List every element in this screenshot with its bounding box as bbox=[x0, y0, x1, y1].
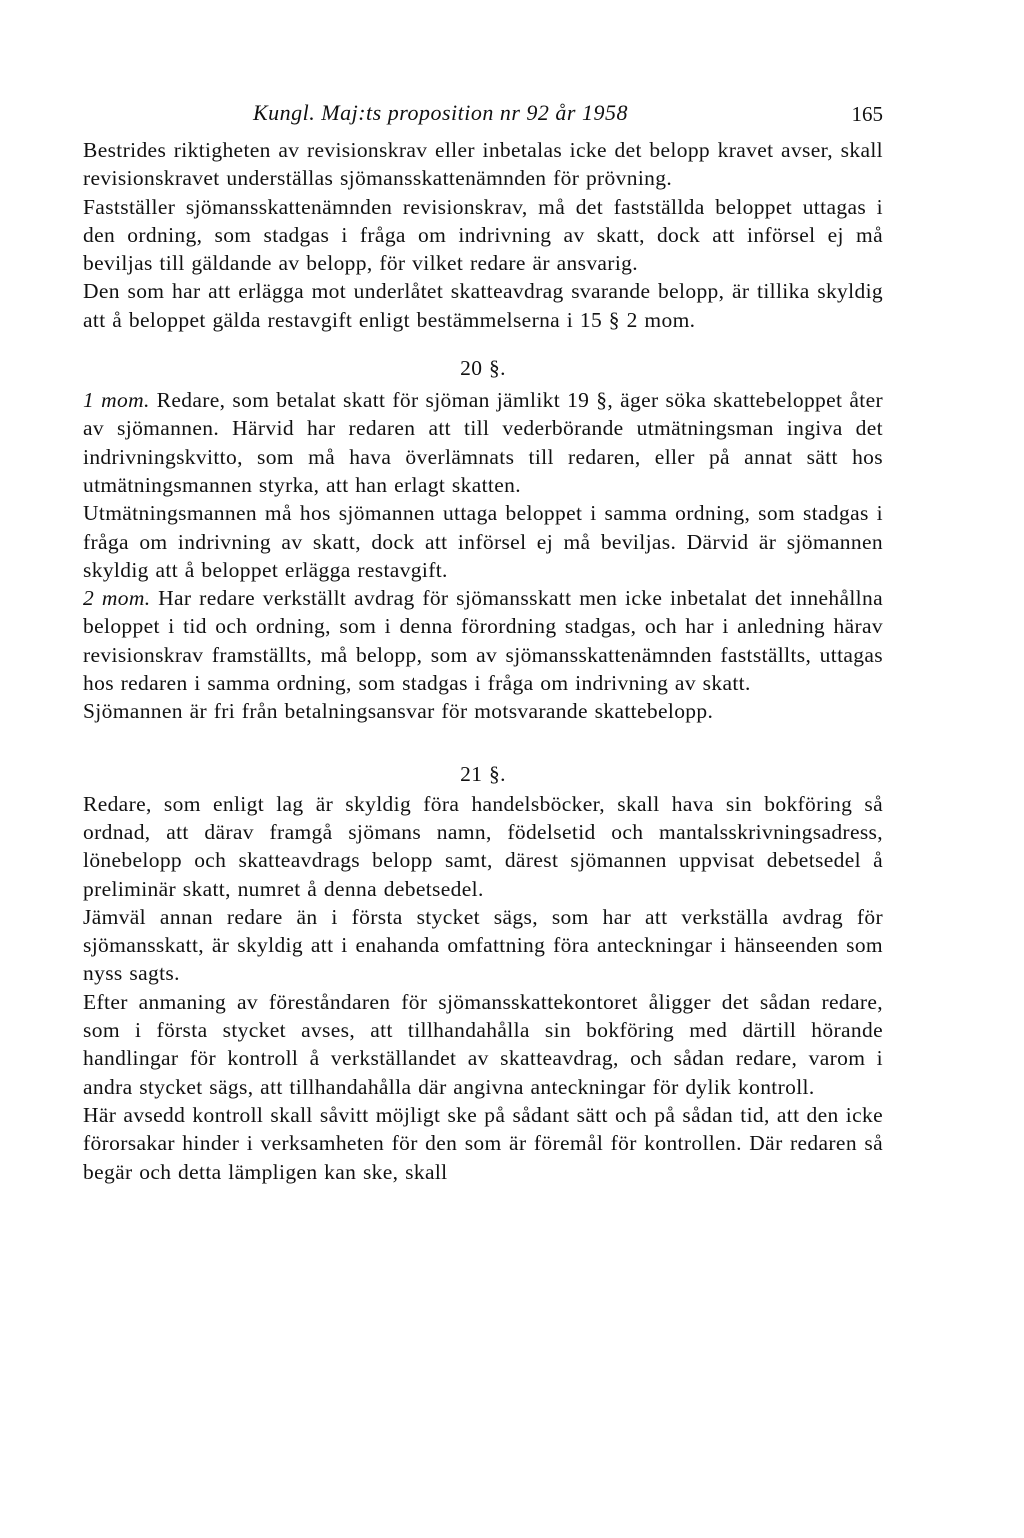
page-header bbox=[83, 92, 883, 136]
paragraph: Utmätningsmannen må hos sjömannen uttaga beloppet i samma ordning, som stadgas i fråga om indrivning av skatt, dock att införsel ej må beviljas. Därvid är sjömannen skyldig att å beloppet erlägga restavgift. bbox=[83, 501, 883, 582]
mom-label: 1 mom. bbox=[83, 388, 150, 413]
paragraph: Sjömannen är fri från betalningsansvar för motsvarande skattebelopp. bbox=[83, 699, 714, 724]
paragraph: Här avsedd kontroll skall såvitt möjligt ske på sådant sätt och på sådan tid, att den icke förorsakar hinder i verksamheten för den som är föremål för kontrollen. Där redaren så begär och detta lämpligen kan ske, skall bbox=[83, 1102, 883, 1184]
paragraph-text: Redare, som betalat skatt för sjöman jämlikt 19 §, äger söka skattebeloppet åter av sjömannen. Härvid har redaren att till vederbörande utmätningsman ingiva det indrivningskvitto, som må hava överlämnats till redaren, eller på annat sätt hos utmätningsmannen styrka, att han erlagt skatten. bbox=[83, 388, 883, 497]
paragraph: Bestrides riktigheten av revisionskrav eller inbetalas icke det belopp kravet avser, skall revisionskravet underställas sjömansskattenämnden för prövning. bbox=[83, 138, 883, 191]
paragraph: Redare, som enligt lag är skyldig föra handelsböcker, skall hava sin bokföring så ordnad, att därav framgå sjömans namn, födelsetid och mantalsskrivningsadress, lönebelopp och skatteavdrags belopp samt, därest sjömannen uppvisat debetsedel å preliminär skatt, numret å denna debetsedel. bbox=[83, 791, 883, 901]
paragraph-mom-2 bbox=[83, 584, 883, 697]
document-page bbox=[83, 92, 883, 1186]
paragraph: Fastställer sjömansskattenämnden revisionskrav, må det fastställda beloppet uttagas i den ordning, som stadgas i fråga om indrivning av skatt, dock att införsel ej må beviljas till gäldande av belopp, för vilket redare är ansvarig. bbox=[83, 194, 883, 276]
section-heading-20: 20 §. bbox=[460, 356, 506, 381]
section-heading-21: 21 §. bbox=[460, 761, 506, 786]
mom-label: 2 mom. bbox=[83, 586, 151, 611]
body-text bbox=[83, 136, 883, 1186]
page-number: 165 bbox=[851, 102, 883, 126]
paragraph: Efter anmaning av föreståndaren för sjömansskattekontoret åligger det sådan redare, som i första stycket avses, att tillhandahålla sin bokföring med därtill hörande handlingar för kontroll å verkställandet av skatteavdrag, och sådan redare, varom i andra stycket sägs, att tillhandahålla där angivna anteckningar för dylik kontroll. bbox=[83, 989, 883, 1099]
paragraph-text: Har redare verkställt avdrag för sjömansskatt men icke inbetalat det innehållna beloppet i tid och ordning, som i denna förordning stadgas, och har i anledning härav revisionskrav framställts, må belopp, som av sjömansskattenämnden fastställts, uttagas hos redaren i samma ordning, som stadgas i fråga om indrivning av skatt. bbox=[83, 586, 883, 696]
paragraph: Jämväl annan redare än i första stycket sägs, som har att verkställa avdrag för sjömansskatt, är skyldig att i enahanda omfattning föra anteckningar i hänseenden som nyss sagts. bbox=[83, 904, 883, 986]
paragraph-mom-1 bbox=[83, 386, 883, 499]
running-title: Kungl. Maj:ts proposition nr 92 år 1958 bbox=[253, 100, 628, 125]
paragraph: Den som har att erlägga mot underlåtet skatteavdrag svarande belopp, är tillika skyldig att å beloppet gälda restavgift enligt bestämmelserna i 15 § 2 mom. bbox=[83, 279, 883, 332]
